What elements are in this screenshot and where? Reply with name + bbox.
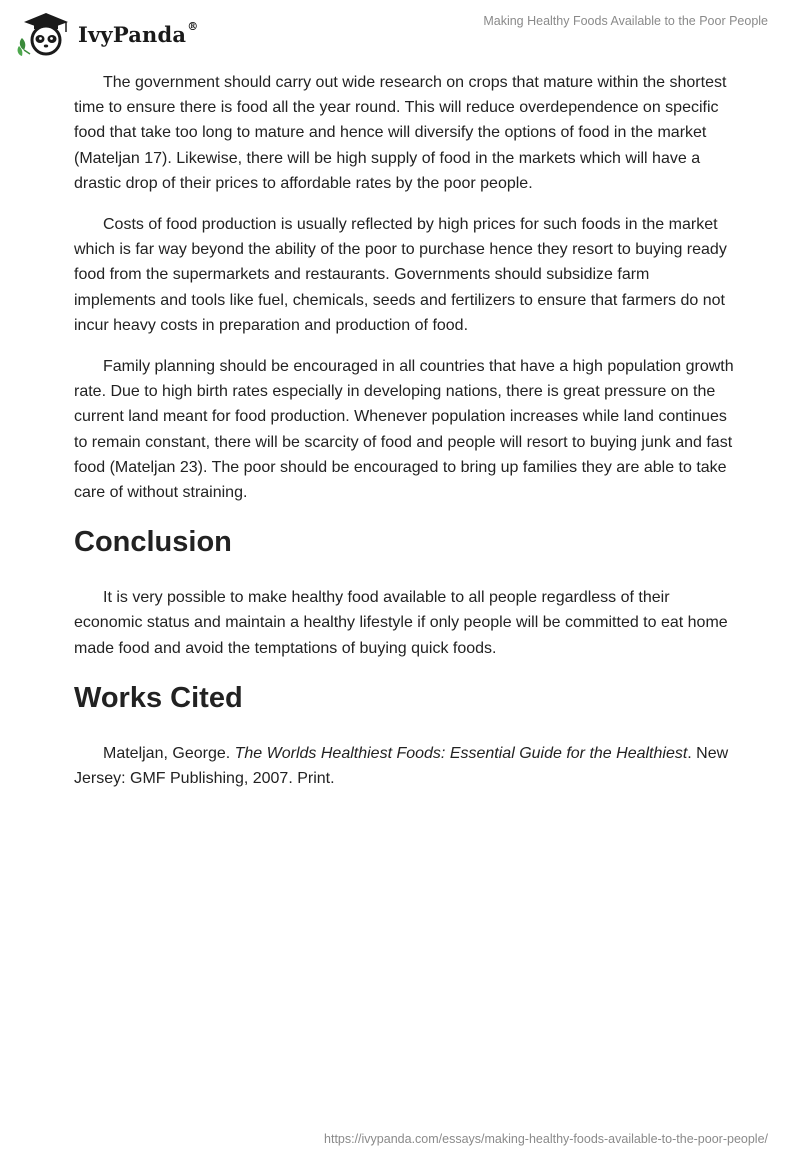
ivypanda-logo[interactable] — [14, 8, 198, 58]
body-paragraph: Family planning should be encouraged in all countries that have a high population growth rate. Due to high birth rates especially in developing nations, there is great pressure on the current land meant for food production. Whenever population increases while land continues to remain constant, there will be scarcity of food and people will resort to buying junk and fast food (Mateljan 23). The poor should be encouraged to bring up families they are able to take care of without straining. — [74, 358, 734, 502]
citation-entry — [74, 741, 734, 791]
document-title: Making Healthy Foods Available to the Poor People — [483, 14, 768, 28]
brand-name: IvyPanda® — [78, 19, 199, 47]
body-paragraph: Costs of food production is usually reflected by high prices for such foods in the market which is far way beyond the ability of the poor to purchase hence they resort to buying ready food from the supermarkets and restaurants. Governments should subsidize farm implements and tools like fuel, chemicals, seeds and fertilizers to ensure that farmers do not incur heavy costs in preparation and production of food. — [74, 216, 727, 334]
citation-author: Mateljan, George. — [103, 744, 235, 762]
citation-publisher: . New Jersey: GMF Publishing, 2007. Print. — [74, 744, 729, 788]
page-header — [0, 0, 800, 60]
conclusion-paragraph: It is very possible to make healthy food available to all people regardless of their economic status and maintain a healthy lifestyle if only people will be committed to eat home made food and avoid the temptations of buying quick foods. — [74, 589, 728, 657]
body-paragraph: The government should carry out wide research on crops that mature within the shortest time to ensure there is food all the year round. This will reduce overdependence on specific food that take too long to mature and hence will diversify the options of food in the market (Mateljan 17). Likewise, there will be high supply of food in the markets which will have a drastic drop of their prices to affordable rates by the poor people. — [74, 74, 727, 192]
source-url[interactable]: https://ivypanda.com/essays/making-healthy-foods-available-to-the-poor-people/ — [324, 1132, 768, 1146]
works-cited-heading: Works Cited — [74, 681, 243, 714]
panda-graduate-icon — [14, 8, 74, 58]
conclusion-heading: Conclusion — [74, 526, 232, 559]
essay-body — [74, 70, 734, 807]
citation-title: The Worlds Healthiest Foods: Essential Guide for the Healthiest — [234, 744, 688, 762]
